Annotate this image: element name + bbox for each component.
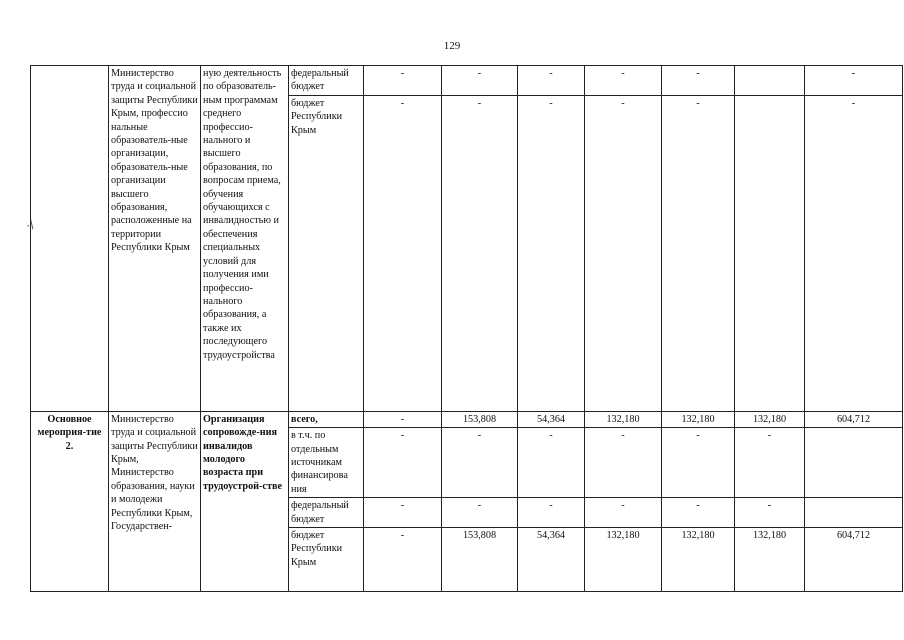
value-cell: - [442, 66, 518, 96]
value-cell: - [364, 498, 442, 528]
value-cell: - [662, 66, 735, 96]
value-cell: - [662, 498, 735, 528]
description-cell: ную деятельность по образователь-ным программам среднего профессио-нального и высшего образования, по вопросам приема, обучения обучающихся с инвалидностью и обеспечения специальных условий для получения ими профессио-нального образования, а также их последующего трудоустройства [201, 66, 289, 412]
value-cell: - [364, 411, 442, 427]
value-cell: 153,808 [442, 411, 518, 427]
value-cell: - [518, 428, 585, 498]
activity-cell [31, 66, 109, 412]
value-cell: - [585, 498, 662, 528]
funding-source-cell: в т.ч. по отдельным источникам финансирова ния [289, 428, 364, 498]
value-cell: - [364, 95, 442, 411]
value-cell: - [442, 95, 518, 411]
funding-source-cell: бюджет Республики Крым [289, 95, 364, 411]
value-cell: 604,712 [805, 411, 903, 427]
page-number: 129 [443, 40, 461, 52]
scan-mark: ·/ [23, 216, 37, 234]
budget-table [30, 65, 903, 592]
table-row [31, 411, 903, 427]
value-cell: 132,180 [662, 411, 735, 427]
description-cell: Организация сопровожде-ния инвалидов молодого возраста при трудоустрой-стве [201, 411, 289, 591]
funding-source-cell: федеральный бюджет [289, 66, 364, 96]
value-cell: 132,180 [735, 528, 805, 592]
value-cell: 132,180 [585, 411, 662, 427]
activity-cell: Основное мероприя-тие 2. [31, 411, 109, 591]
value-cell [805, 428, 903, 498]
value-cell: 132,180 [585, 528, 662, 592]
value-cell: 153,808 [442, 528, 518, 592]
value-cell: - [442, 498, 518, 528]
value-cell: - [585, 95, 662, 411]
value-cell: 132,180 [735, 411, 805, 427]
value-cell: 54,364 [518, 528, 585, 592]
value-cell: - [662, 95, 735, 411]
value-cell: - [518, 95, 585, 411]
value-cell: - [364, 428, 442, 498]
value-cell: - [442, 428, 518, 498]
funding-source-cell: бюджет Республики Крым [289, 528, 364, 592]
value-cell: - [364, 66, 442, 96]
value-cell: - [662, 428, 735, 498]
value-cell [805, 498, 903, 528]
value-cell: 604,712 [805, 528, 903, 592]
value-cell: - [735, 428, 805, 498]
value-cell: - [585, 66, 662, 96]
value-cell [735, 66, 805, 96]
funding-source-cell: федеральный бюджет [289, 498, 364, 528]
value-cell: 132,180 [662, 528, 735, 592]
value-cell: - [735, 498, 805, 528]
executor-cell: Министерство труда и социальной защиты Республики Крым, Министерство образования, науки и молодежи Республики Крым, Государствен- [109, 411, 201, 591]
value-cell [735, 95, 805, 411]
value-cell: - [585, 428, 662, 498]
value-cell: - [518, 498, 585, 528]
executor-cell: Министерство труда и социальной защиты Республики Крым, профессио нальные образователь-ные организации, образователь-ные организации высшего образования, расположенные на территории Республики Крым [109, 66, 201, 412]
value-cell: - [364, 528, 442, 592]
table-row [31, 66, 903, 96]
value-cell: - [805, 66, 903, 96]
value-cell: - [518, 66, 585, 96]
funding-source-cell: всего, [289, 411, 364, 427]
value-cell: 54,364 [518, 411, 585, 427]
value-cell: - [805, 95, 903, 411]
